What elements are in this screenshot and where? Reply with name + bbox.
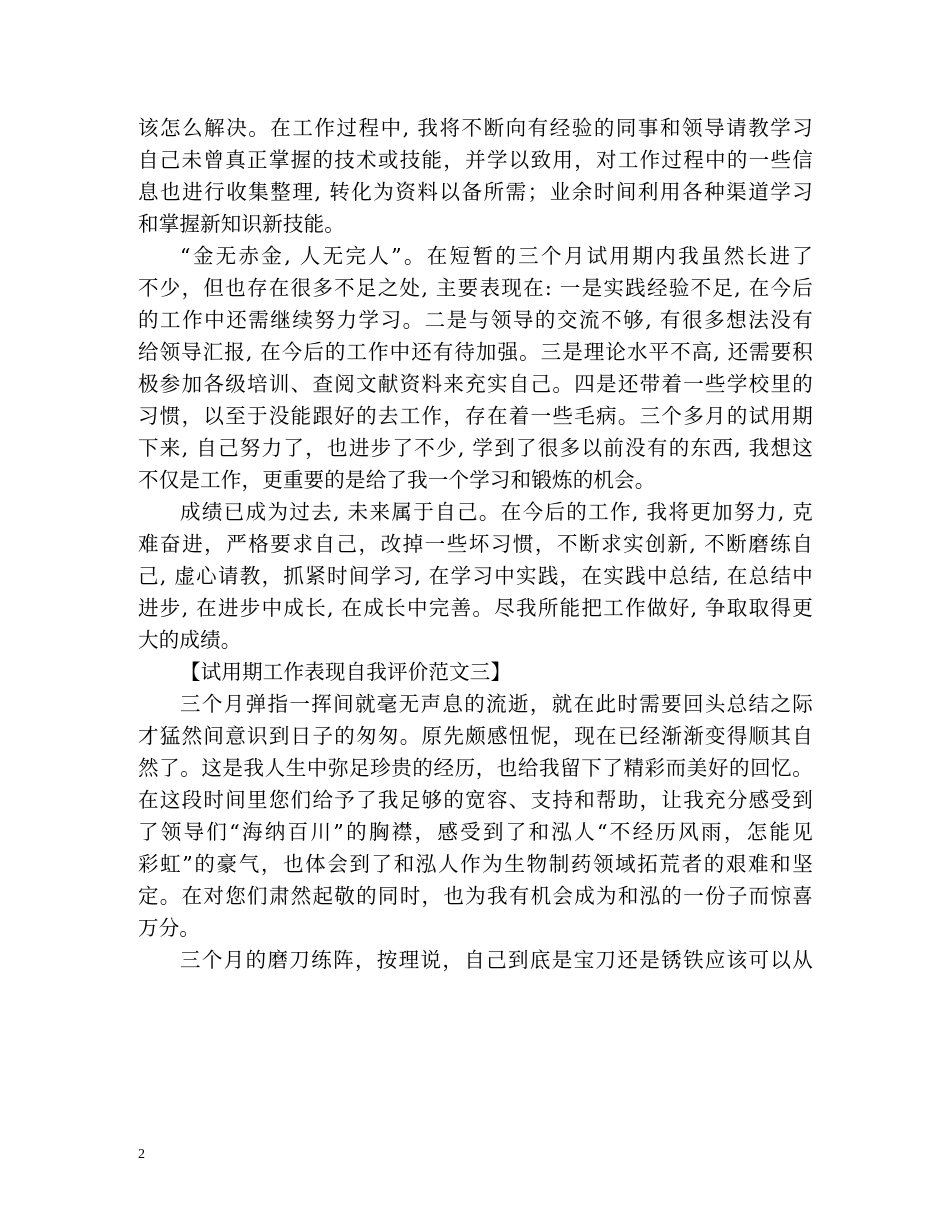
text-line: 【试用期工作表现自我评价范文三】 — [180, 660, 512, 684]
text-line: 极参加各级培训、查阅文献资料来充实自己。四是还带着一些学校里的 — [138, 372, 813, 396]
text-line: 下来, 自己努力了，也进步了不少, 学到了很多以前没有的东西, 我想这 — [138, 436, 813, 460]
text-line: 三个月的磨刀练阵，按理说，自己到底是宝刀还是锈铁应该可以从 — [180, 948, 813, 972]
text-line: 不少，但也存在很多不足之处, 主要表现在: 一是实践经验不足, 在今后 — [138, 276, 813, 300]
text-line: 了领导们“海纳百川”的胸襟，感受到了和泓人“不经历风雨，怎能见 — [138, 820, 813, 844]
text-line: 定。在对您们肃然起敬的同时，也为我有机会成为和泓的一份子而惊喜 — [138, 884, 813, 908]
text-line: 的工作中还需继续努力学习。二是与领导的交流不够, 有很多想法没有 — [138, 308, 813, 332]
text-line: 该怎么解决。在工作过程中, 我将不断向有经验的同事和领导请教学习 — [138, 116, 813, 140]
text-line: 大的成绩。 — [138, 628, 242, 652]
text-line: 己, 虚心请教，抓紧时间学习, 在学习中实践，在实践中总结, 在总结中 — [138, 564, 813, 588]
text-line: 习惯，以至于没能跟好的去工作，存在着一些毛病。三个多月的试用期 — [138, 404, 813, 428]
text-line: 彩虹”的豪气，也体会到了和泓人作为生物制药领域拓荒者的艰难和坚 — [138, 852, 813, 876]
text-line: 和掌握新知识新技能。 — [138, 212, 345, 236]
text-line: 三个月弹指一挥间就毫无声息的流逝，就在此时需要回头总结之际 — [180, 692, 813, 716]
page-number: 2 — [138, 1147, 145, 1162]
text-line: 自己未曾真正掌握的技术或技能，并学以致用，对工作过程中的一些信 — [138, 148, 813, 172]
text-line: 给领导汇报, 在今后的工作中还有待加强。三是理论水平不高, 还需要积 — [138, 340, 813, 364]
text-line: 才猛然间意识到日子的匆匆。原先颇感忸怩，现在已经渐渐变得顺其自 — [138, 724, 813, 748]
text-line: “金无赤金, 人无完人”。在短暂的三个月试用期内我虽然长进了 — [180, 244, 813, 268]
text-line: 成绩已成为过去, 未来属于自己。在今后的工作, 我将更加努力, 克 — [180, 500, 813, 524]
document-body — [138, 112, 813, 976]
text-line: 难奋进，严格要求自己，改掉一些坏习惯，不断求实创新, 不断磨练自 — [138, 532, 813, 556]
text-line: 万分。 — [138, 916, 201, 940]
text-line: 不仅是工作，更重要的是给了我一个学习和锻炼的机会。 — [138, 468, 656, 492]
text-line: 息也进行收集整理, 转化为资料以备所需；业余时间利用各种渠道学习 — [138, 180, 813, 204]
text-line: 然了。这是我人生中弥足珍贵的经历，也给我留下了精彩而美好的回忆。 — [138, 756, 813, 780]
text-line: 在这段时间里您们给予了我足够的宽容、支持和帮助，让我充分感受到 — [138, 788, 813, 812]
text-line: 进步, 在进步中成长, 在成长中完善。尽我所能把工作做好, 争取取得更 — [138, 596, 813, 620]
